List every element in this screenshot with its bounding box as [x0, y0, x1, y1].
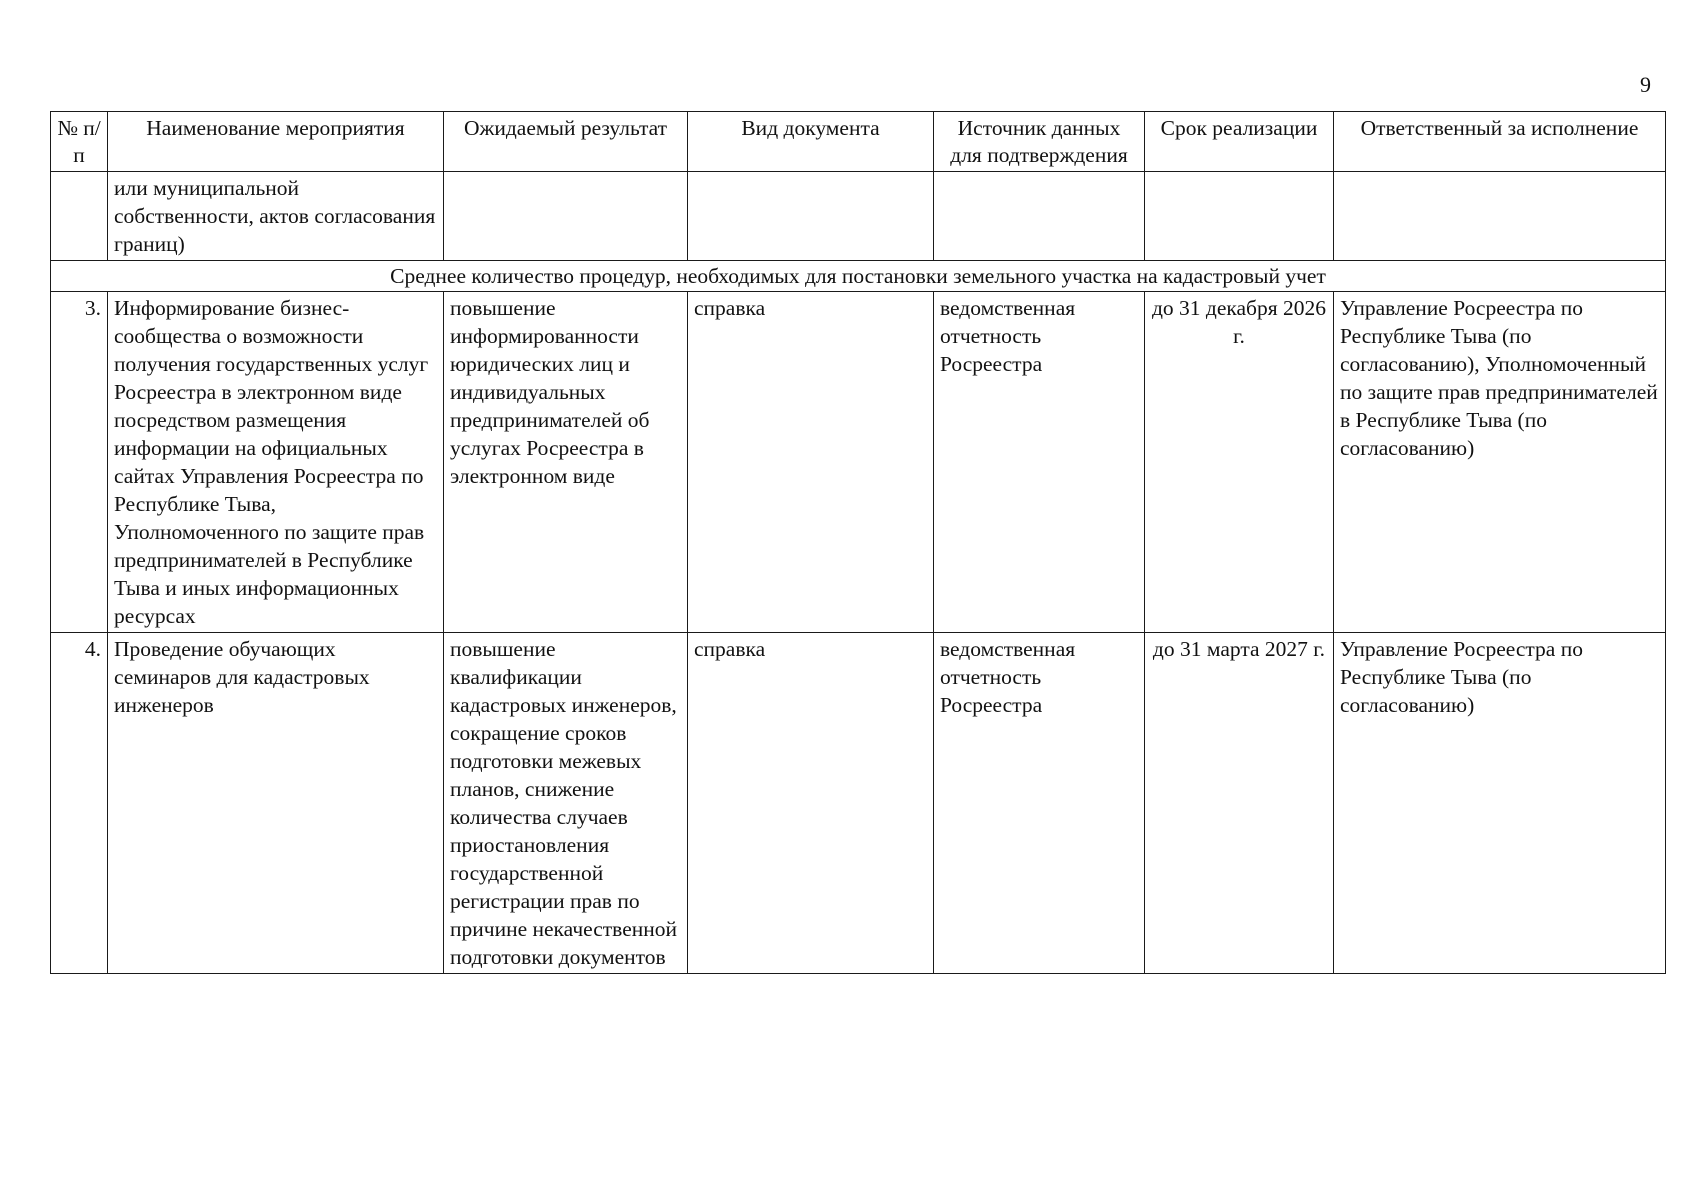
cell-result [444, 172, 688, 261]
cell-doc-type: справка [688, 292, 934, 633]
header-source: Источник данных для подтверждения [934, 112, 1145, 172]
measures-table [50, 111, 1666, 974]
header-doc-type: Вид документа [688, 112, 934, 172]
header-responsible: Ответственный за исполнение [1334, 112, 1666, 172]
table-row [51, 633, 1666, 974]
section-title: Среднее количество процедур, необходимых для постановки земельного участка на кадастровый учет [51, 261, 1666, 292]
cell-name: или муниципальной собственности, актов согласования границ) [108, 172, 444, 261]
cell-name: Информирование бизнес-сообщества о возможности получения государственных услуг Росреестра в электронном виде посредством размещения информации на официальных сайтах Управления Росреестра по Республике Тыва, Уполномоченного по защите прав предпринимателей в Республике Тыва и иных информационных ресурсах [108, 292, 444, 633]
cell-responsible: Управление Росреестра по Республике Тыва (по согласованию), Уполномоченный по защите прав предпринимателей в Республике Тыва (по согласованию) [1334, 292, 1666, 633]
header-name: Наименование мероприятия [108, 112, 444, 172]
table-header-row [51, 112, 1666, 172]
header-deadline: Срок реализации [1145, 112, 1334, 172]
cell-doc-type [688, 172, 934, 261]
table-row [51, 172, 1666, 261]
header-num: № п/п [51, 112, 108, 172]
table-row [51, 292, 1666, 633]
cell-num [51, 172, 108, 261]
cell-deadline [1145, 172, 1334, 261]
cell-num: 4. [51, 633, 108, 974]
cell-source: ведомственная отчетность Росреестра [934, 292, 1145, 633]
cell-name: Проведение обучающих семинаров для кадастровых инженеров [108, 633, 444, 974]
cell-source [934, 172, 1145, 261]
cell-source: ведомственная отчетность Росреестра [934, 633, 1145, 974]
header-result: Ожидаемый результат [444, 112, 688, 172]
cell-doc-type: справка [688, 633, 934, 974]
section-row [51, 261, 1666, 292]
cell-deadline: до 31 декабря 2026 г. [1145, 292, 1334, 633]
cell-responsible: Управление Росреестра по Республике Тыва (по согласованию) [1334, 633, 1666, 974]
page-number: 9 [1640, 72, 1651, 97]
cell-result: повышение квалификации кадастровых инженеров, сокращение сроков подготовки межевых планов, снижение количества случаев приостановления государственной регистрации прав по причине некачественной подготовки документов [444, 633, 688, 974]
cell-deadline: до 31 марта 2027 г. [1145, 633, 1334, 974]
cell-result: повышение информированности юридических лиц и индивидуальных предпринимателей об услугах Росреестра в электронном виде [444, 292, 688, 633]
cell-num: 3. [51, 292, 108, 633]
cell-responsible [1334, 172, 1666, 261]
